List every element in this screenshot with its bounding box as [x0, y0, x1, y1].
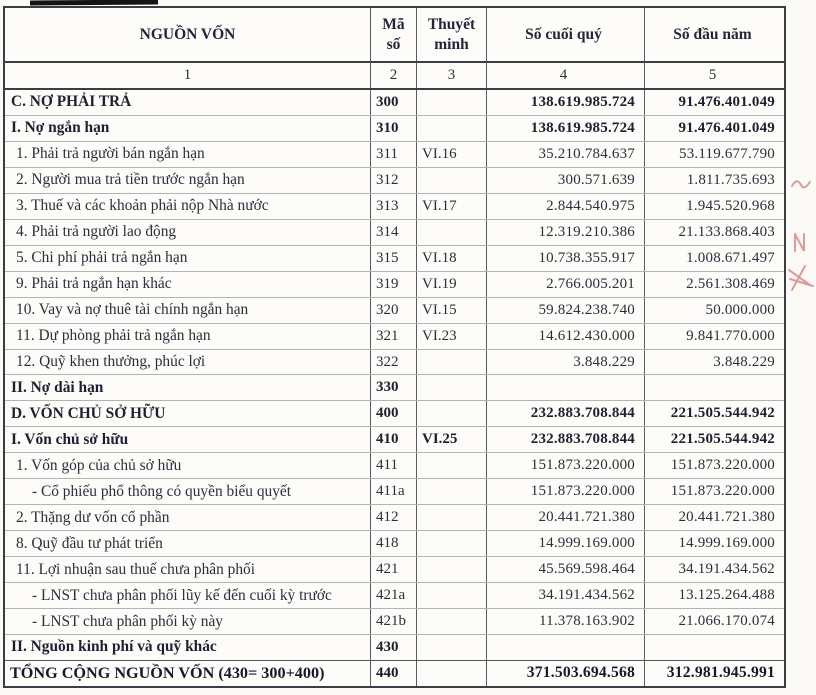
table-row: [5, 426, 784, 452]
row-start-of-year-value: 312.981.945.991: [666, 664, 775, 682]
row-end-of-quarter-value: [487, 635, 645, 660]
table-row: [5, 115, 784, 141]
row-note: [417, 479, 487, 504]
row-note: [417, 557, 487, 582]
row-note: [417, 609, 487, 634]
row-label: 1. Phải trả người bán ngắn hạn: [5, 142, 371, 167]
row-note: VI.17: [417, 194, 487, 219]
row-end-of-quarter-value: 11.378.163.902: [487, 609, 645, 634]
row-start-of-year-value: 21.133.868.403: [678, 223, 775, 240]
table-row: [5, 245, 784, 271]
row-note: [417, 401, 487, 426]
row-label: 3. Thuế và các khoản phải nộp Nhà nước: [5, 194, 371, 219]
row-note: [417, 375, 487, 400]
row-note: [417, 505, 487, 530]
row-start-of-year-value: 2.561.308.469: [686, 275, 775, 292]
row-end-of-quarter-value: 138.619.985.724: [487, 116, 645, 141]
row-label: 9. Phải trả ngắn hạn khác: [5, 272, 371, 297]
table-header-row: [5, 8, 784, 63]
row-end-of-quarter-value: 14.612.430.000: [487, 324, 645, 349]
header-cell-ma-so: Mã số: [371, 8, 417, 61]
row-label: II. Nguồn kinh phí và quỹ khác: [5, 635, 371, 660]
table-row: [5, 608, 784, 634]
row-label: I. Nợ ngắn hạn: [5, 116, 371, 141]
table-row: [5, 478, 784, 504]
table-row: [5, 530, 784, 556]
handwritten-margin-mark: [786, 172, 816, 322]
row-label: II. Nợ dài hạn: [5, 375, 371, 400]
row-label: 11. Dự phòng phải trả ngắn hạn: [5, 324, 371, 349]
table-row: [5, 374, 784, 400]
row-end-of-quarter-value: 138.619.985.724: [487, 90, 645, 115]
row-note: VI.16: [417, 142, 487, 167]
row-code: 310: [371, 116, 417, 141]
row-start-of-year-value: 1.811.735.693: [686, 171, 775, 188]
row-start-of-year-value: [645, 375, 784, 400]
table-row: [5, 271, 784, 297]
table-row: [5, 452, 784, 478]
row-note: VI.15: [417, 298, 487, 323]
table-row: [5, 141, 784, 167]
index-cell-1: 1: [5, 63, 371, 88]
row-code: 430: [371, 635, 417, 660]
row-code: 421b: [371, 609, 417, 634]
index-cell-2: 2: [371, 63, 417, 88]
row-end-of-quarter-value: 232.883.708.844: [487, 427, 645, 452]
row-note: VI.18: [417, 246, 487, 271]
row-end-of-quarter-value: 2.844.540.975: [487, 194, 645, 219]
row-end-of-quarter-value: 45.569.598.464: [487, 557, 645, 582]
row-note: [417, 583, 487, 608]
row-end-of-quarter-value: 2.766.005.201: [487, 272, 645, 297]
row-label: TỔNG CỘNG NGUỒN VỐN (430= 300+400): [5, 661, 371, 686]
row-end-of-quarter-value: 232.883.708.844: [487, 401, 645, 426]
row-code: 320: [371, 298, 417, 323]
row-end-of-quarter-value: 371.503.694.568: [487, 661, 645, 686]
row-note: [417, 168, 487, 193]
header-cell-so-cuoi-quy: Số cuối quý: [487, 8, 645, 61]
row-end-of-quarter-value: 14.999.169.000: [487, 531, 645, 556]
row-start-of-year-value: 13.125.264.488: [678, 587, 775, 604]
row-note: [417, 350, 487, 375]
row-end-of-quarter-value: 10.738.355.917: [487, 246, 645, 271]
row-note: [417, 635, 487, 660]
column-index-row: [5, 63, 784, 90]
table-row: [5, 297, 784, 323]
balance-sheet-table: [3, 6, 786, 688]
row-end-of-quarter-value: 12.319.210.386: [487, 220, 645, 245]
row-label: 2. Thặng dư vốn cổ phần: [5, 505, 371, 530]
row-code: 421: [371, 557, 417, 582]
table-row: [5, 634, 784, 660]
row-code: 411: [371, 453, 417, 478]
row-start-of-year-value: 53.119.677.790: [679, 145, 775, 162]
row-label: 10. Vay và nợ thuê tài chính ngắn hạn: [5, 298, 371, 323]
row-end-of-quarter-value: [487, 375, 645, 400]
table-row: [5, 219, 784, 245]
row-code: 300: [371, 90, 417, 115]
row-code: 319: [371, 272, 417, 297]
row-note: [417, 531, 487, 556]
row-start-of-year-value: 20.441.721.380: [678, 509, 775, 526]
row-label: 11. Lợi nhuận sau thuế chưa phân phối: [5, 557, 371, 582]
row-start-of-year-value: 3.848.229: [713, 353, 775, 370]
table-row: [5, 323, 784, 349]
table-body: [5, 90, 784, 686]
row-label: D. VỐN CHỦ SỞ HỮU: [5, 401, 371, 426]
row-note: VI.23: [417, 324, 487, 349]
table-row: [5, 90, 784, 115]
row-code: 322: [371, 350, 417, 375]
row-start-of-year-value: [645, 635, 784, 660]
row-code: 411a: [371, 479, 417, 504]
row-code: 400: [371, 401, 417, 426]
row-label: - Cổ phiếu phổ thông có quyền biểu quyết: [5, 479, 371, 504]
table-row: [5, 582, 784, 608]
table-row: [5, 193, 784, 219]
row-label: - LNST chưa phân phối kỳ này: [5, 609, 371, 634]
row-label: 4. Phải trả người lao động: [5, 220, 371, 245]
table-row: [5, 556, 784, 582]
row-code: 313: [371, 194, 417, 219]
row-start-of-year-value: 21.066.170.074: [678, 613, 775, 630]
row-start-of-year-value: 50.000.000: [705, 301, 775, 318]
row-code: 410: [371, 427, 417, 452]
index-cell-5: 5: [708, 67, 717, 83]
row-start-of-year-value: 1.945.520.968: [686, 197, 775, 214]
row-start-of-year-value: 14.999.169.000: [678, 535, 775, 552]
row-note: [417, 453, 487, 478]
table-row: [5, 349, 784, 375]
row-start-of-year-value: 1.008.671.497: [686, 249, 775, 266]
row-start-of-year-value: 151.873.220.000: [670, 483, 775, 500]
row-note: [417, 90, 487, 115]
header-cell-nguon-von: NGUỒN VỐN: [5, 8, 371, 61]
row-end-of-quarter-value: 300.571.639: [487, 168, 645, 193]
row-label: 5. Chi phí phải trả ngắn hạn: [5, 246, 371, 271]
row-start-of-year-value: 34.191.434.562: [678, 561, 775, 578]
scan-artifact-bar: [30, 0, 158, 6]
row-end-of-quarter-value: 20.441.721.380: [487, 505, 645, 530]
row-code: 421a: [371, 583, 417, 608]
row-start-of-year-value: 151.873.220.000: [670, 457, 775, 474]
row-start-of-year-value: 221.505.544.942: [670, 431, 775, 448]
red-pen-scribble: [789, 181, 813, 290]
table-row: [5, 504, 784, 530]
table-row: [5, 400, 784, 426]
row-note: [417, 116, 487, 141]
row-code: 418: [371, 531, 417, 556]
row-label: 8. Quỹ đầu tư phát triển: [5, 531, 371, 556]
index-cell-3: 3: [417, 63, 487, 88]
row-code: 440: [371, 661, 417, 686]
table-row: [5, 167, 784, 193]
row-label: - LNST chưa phân phối lũy kế đến cuối kỳ trước: [5, 583, 371, 608]
row-code: 330: [371, 375, 417, 400]
row-end-of-quarter-value: 35.210.784.637: [487, 142, 645, 167]
row-start-of-year-value: 221.505.544.942: [670, 405, 775, 422]
row-note: VI.19: [417, 272, 487, 297]
row-note: [417, 220, 487, 245]
row-label: 1. Vốn góp của chủ sở hữu: [5, 453, 371, 478]
row-label: 2. Người mua trả tiền trước ngắn hạn: [5, 168, 371, 193]
row-code: 314: [371, 220, 417, 245]
row-end-of-quarter-value: 3.848.229: [487, 350, 645, 375]
row-start-of-year-value: 91.476.401.049: [678, 93, 775, 110]
header-cell-thuyet-minh: Thuyết minh: [417, 8, 487, 61]
row-end-of-quarter-value: 34.191.434.562: [487, 583, 645, 608]
table-row: [5, 660, 784, 686]
row-note: VI.25: [417, 427, 487, 452]
row-code: 312: [371, 168, 417, 193]
row-label: C. NỢ PHẢI TRẢ: [5, 90, 371, 115]
row-code: 311: [371, 142, 417, 167]
row-code: 315: [371, 246, 417, 271]
row-start-of-year-value: 9.841.770.000: [686, 327, 775, 344]
row-end-of-quarter-value: 151.873.220.000: [487, 479, 645, 504]
row-note: [417, 661, 487, 686]
header-cell-so-dau-nam: Số đầu năm: [673, 25, 752, 43]
row-end-of-quarter-value: 151.873.220.000: [487, 453, 645, 478]
row-code: 412: [371, 505, 417, 530]
row-label: I. Vốn chủ sở hữu: [5, 427, 371, 452]
row-label: 12. Quỹ khen thưởng, phúc lợi: [5, 350, 371, 375]
index-cell-4: 4: [487, 63, 645, 88]
row-end-of-quarter-value: 59.824.238.740: [487, 298, 645, 323]
row-start-of-year-value: 91.476.401.049: [678, 119, 775, 136]
row-code: 321: [371, 324, 417, 349]
